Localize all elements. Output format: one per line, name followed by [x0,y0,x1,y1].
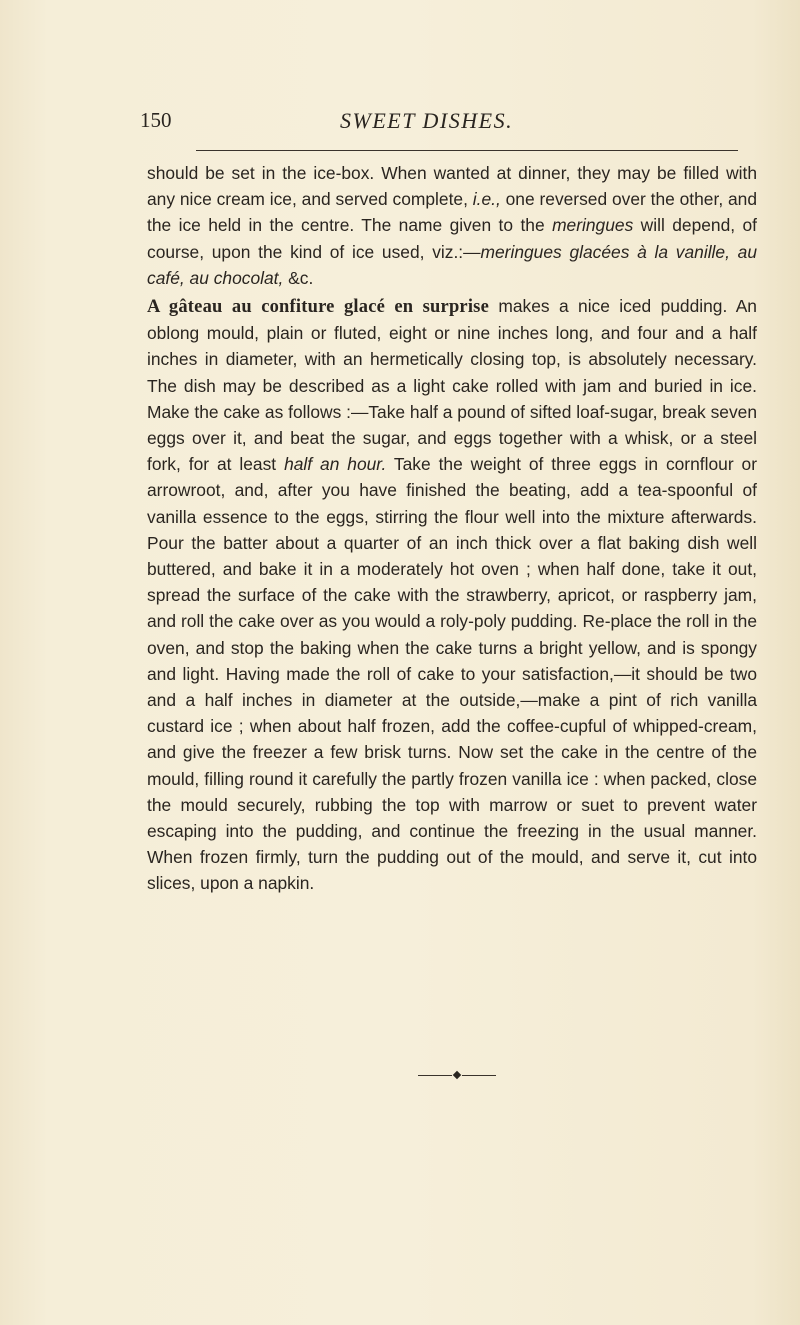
page-header [140,108,760,142]
diamond-icon [453,1071,461,1079]
italic-ie: i.e., [472,189,501,210]
paragraph-meringues: should be set in the ice-box. When wanted at dinner, they may be filled with any nice cream ice, and served complete, i.e., one reversed over the other, and the ice held in the centre. The name given to the meringues will depend, of course, upon the kind of ice used, viz.:—meringues glacées à la vanille, au café, au chocolat, &c. [147,163,758,288]
ornament-rule-left [418,1075,452,1076]
body-text [147,160,757,897]
paragraph-gateau: A gâteau au confiture glacé en surprise makes a nice iced pudding. An oblong mould, plain or fluted, eight or nine inches long, and four and a half inches in diameter, with an hermetically closing top, is absolutely necessary. The dish may be described as a light cake rolled with jam and buried in ice. Make the cake as follows :—Take half a pound of sifted loaf-sugar, break seven eggs over it, and beat the sugar, and eggs together with a whisk, or a steel fork, for at least half an hour. Take the weight of three eggs in cornflour or arrowroot, and, after you have finished the beating, add a tea-spoonful of vanilla essence to the eggs, stirring the flour well into the mixture afterwards. Pour the batter about a quarter of an inch thick over a flat baking dish well buttered, and bake it in a moderately hot oven ; when half done, take it out, spread the surface of the cake with the strawberry, apricot, or raspberry jam, and roll the cake over as you would a roly-poly pudding. Re-place the roll in the oven, and stop the baking when the cake turns a bright yellow, and is spongy and light. Having made the roll of cake to your satisfaction,—it should be two and a half inches in diameter at the outside,—make a pint of rich vanilla custard ice ; when about half frozen, add the coffee-cupful of whipped-cream, and give the freezer a few brisk turns. Now set the cake in the centre of the mould, filling round it carefully the partly frozen vanilla ice : when packed, close the mould securely, rubbing the top with marrow or suet to prevent water escaping into the pudding, and continue the freezing in the usual manner. When frozen firmly, turn the pudding out of the mould, and serve it, cut into slices, upon a napkin. [147,296,757,894]
recipe-title: A gâteau au confiture glacé en surprise [147,297,489,318]
italic-meringues: meringues [552,215,634,236]
page-number: 150 [140,108,172,132]
italic-varieties: meringues glacées à la vanille, au café, au chocolat, [147,241,758,288]
end-ornament [418,1071,498,1081]
running-head: SWEET DISHES. [340,108,514,133]
header-rule [196,150,738,151]
italic-half-hour: half an hour. [284,454,387,475]
ornament-rule-right [462,1075,496,1076]
